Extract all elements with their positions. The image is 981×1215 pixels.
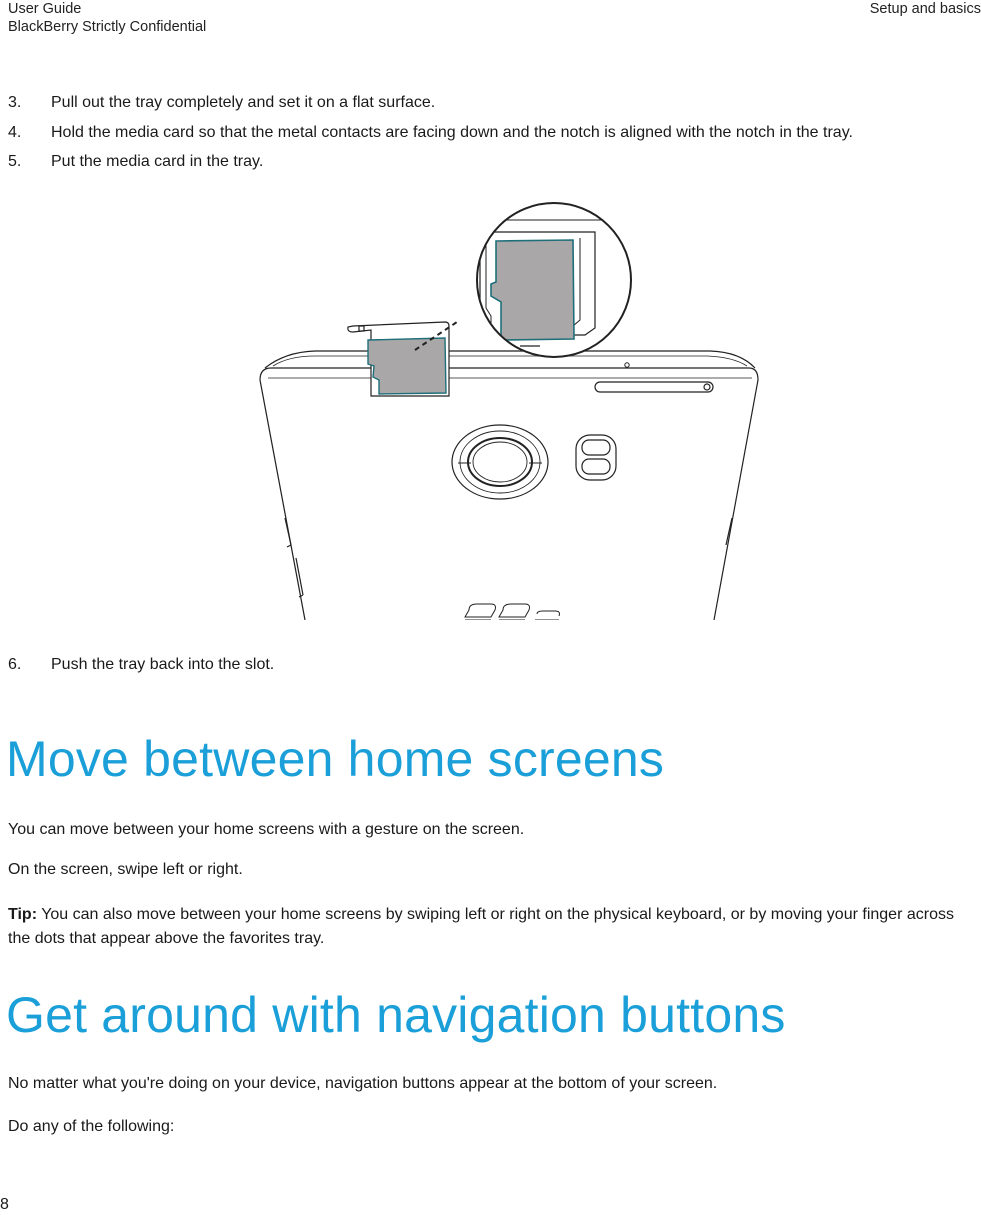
- zoom-detail: [465, 200, 645, 360]
- doc-title: User Guide: [8, 1, 82, 17]
- media-card-tray-illustration: [255, 200, 767, 620]
- media-card-tray: [348, 322, 449, 396]
- camera-icon: [452, 425, 616, 499]
- home-intro: You can move between your home screens with a gesture on the screen.: [8, 821, 525, 838]
- step-5: [8, 152, 263, 172]
- step-number: 4.: [8, 124, 22, 141]
- confidentiality-label: BlackBerry Strictly Confidential: [8, 19, 207, 35]
- tip-text: You can also move between your home screens by swiping left or right on the physical keyboard, or by moving your finger across the dots that appear above the favorites tray.: [8, 906, 954, 947]
- step-number: 5.: [8, 153, 22, 170]
- nav-instruction: Do any of the following:: [8, 1118, 175, 1135]
- section-label: Setup and basics: [869, 1, 981, 17]
- step-number: 3.: [8, 94, 22, 111]
- step-3: [8, 93, 435, 113]
- step-text: Put the media card in the tray.: [51, 153, 264, 170]
- home-instruction: On the screen, swipe left or right.: [8, 861, 243, 878]
- header-left: [8, 0, 206, 36]
- step-text: Pull out the tray completely and set it on a flat surface.: [51, 94, 436, 111]
- heading-navigation-buttons: Get around with navigation buttons: [6, 987, 786, 1043]
- step-6: [8, 655, 274, 675]
- media-card-zoomed: [491, 240, 574, 340]
- page-number: 8: [0, 1196, 9, 1213]
- nav-intro: No matter what you're doing on your device, navigation buttons appear at the bottom of your screen.: [8, 1075, 718, 1092]
- media-card: [368, 338, 446, 394]
- step-text: Push the tray back into the slot.: [51, 656, 275, 673]
- slot-outline: [595, 382, 713, 392]
- phone-body-outline: [260, 380, 305, 620]
- heading-move-between-home-screens: Move between home screens: [6, 731, 665, 787]
- step-number: 6.: [8, 656, 22, 673]
- step-text: Hold the media card so that the metal contacts are facing down and the notch is aligned with the notch in the tray.: [51, 124, 853, 141]
- step-4: [8, 123, 853, 143]
- tip-label: Tip:: [8, 906, 38, 923]
- blackberry-logo-icon: [465, 604, 560, 620]
- tip-paragraph: [8, 903, 958, 951]
